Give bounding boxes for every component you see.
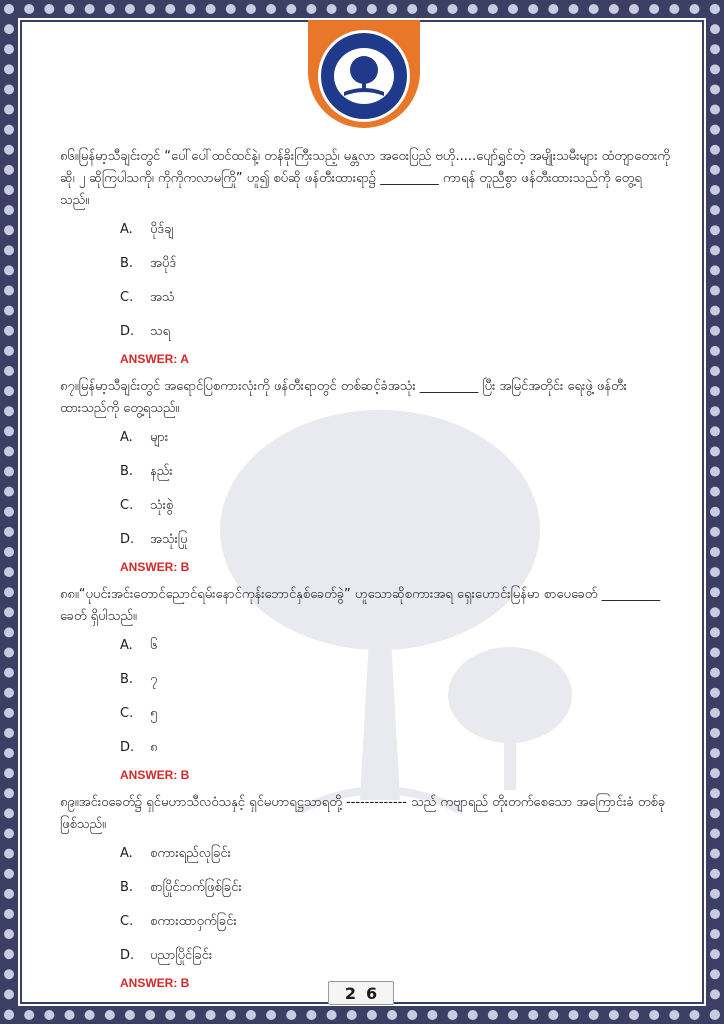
option-letter: B. [120,672,134,687]
option-item [120,636,670,670]
question-text: ၈၉။အင်းဝခေတ်၌ ရှင်မဟာသီလဝံသနှင့် ရှင်မဟာရဋ္ဌသာရတို့ ------------- သည် ကဗျာရည် တိုးတက်စေသော အကြောင်းခံ တစ်ခု ဖြစ်သည်။ [60,795,666,832]
option-list [120,428,670,564]
logo-tree-icon [334,48,394,104]
option-item [120,530,670,564]
option-text: သုံးစွဲ [150,498,174,513]
option-letter: B. [120,880,134,895]
option-item [120,462,670,496]
page-number: 26 [328,981,394,1005]
option-item [120,946,670,980]
option-letter: D. [120,532,135,547]
option-letter: A. [120,430,133,445]
option-letter: B. [120,464,134,479]
option-letter: C. [120,498,134,513]
question-text: ၈၇။မြန်မာ့သီချင်းတွင် အရောင်ပြစကားလုံးကို ဖန်တီးရာတွင် တစ်ဆင့်ခံအသုံး _________ ပြီး အမြင်အတိုင်း ရေးဖွဲ့ ဖန်တီးထားသည်ကို တွေ့ရသည်။ [60,379,627,416]
option-item [120,878,670,912]
option-list [120,220,670,356]
option-text: ၅ [150,706,158,721]
option-list [120,636,670,772]
question-block [60,146,670,366]
question-block [60,792,670,990]
option-text: ပညာပြိုင်ခြင်း [150,948,213,963]
option-item [120,254,670,288]
question-list [60,146,670,1000]
option-letter: D. [120,740,135,755]
option-text: စကားထာဝှက်ခြင်း [150,914,237,929]
option-item [120,322,670,356]
option-item [120,912,670,946]
option-text: သရ [150,324,171,339]
option-text: ၇ [150,672,158,687]
option-text: ၈ [150,740,158,755]
option-item [120,844,670,878]
option-text: ပိုဒ်ချ [150,222,174,237]
option-item [120,496,670,530]
option-item [120,670,670,704]
answer-label: ANSWER: B [120,768,190,782]
question-text: ၈၈။“ပုပင်းအင်းတောင်ညောင်ရမ်းနောင်ကုန်းဘောင်နှစ်ခေတ်ခွဲ” ဟူသောဆိုစကားအရ ရှေးဟောင်းမြန်မာ စာပေခေတ် _________ ခေတ် ရှိပါသည်။ [60,587,661,624]
answer-label: ANSWER: A [120,352,189,366]
option-list [120,844,670,980]
option-letter: D. [120,324,135,339]
option-letter: C. [120,706,134,721]
question-text: ၈၆။မြန်မာ့သီချင်းတွင် “ပေါ်ပေါ်ထင်ထင်နဲ့၊ တန်ခိုးကြီးသည့်၊ မန္တလာ အဝေးပြည် ဗဟို.....ပျော်ရွှင်တဲ့ အမျိုးသမီးများ ထံတျာတေးကိုဆို၊ ၂ ဆိုကြပါသကို၊ ကိုကိုကလာမကြို” ဟူ၍ စပ်ဆို ဖန်တီးထားရာ၌ _________ ကာရန် တူညီစွာ ဖန်တီးထားသည်ကို တွေ့ရသည်။ [60,149,671,208]
question-block [60,584,670,782]
option-text: အပိုဒ် [150,256,177,271]
option-letter: A. [120,222,133,237]
question-block [60,376,670,574]
option-text: အသုံးပြု [150,532,188,547]
option-item [120,704,670,738]
option-letter: B. [120,256,134,271]
option-letter: A. [120,846,133,861]
option-letter: C. [120,914,134,929]
option-item [120,428,670,462]
option-text: စာပြိုင်ဘက်ဖြစ်ခြင်း [150,880,242,895]
option-letter: C. [120,290,134,305]
answer-label: ANSWER: B [120,560,190,574]
option-item [120,220,670,254]
option-text: စကားရည်လုခြင်း [150,846,231,861]
option-letter: D. [120,948,135,963]
option-text: နည်း [150,464,173,479]
option-item [120,288,670,322]
option-text: များ [150,430,169,445]
option-item [120,738,670,772]
option-letter: A. [120,638,133,653]
option-text: အသံ [150,290,175,305]
option-text: ၆ [150,638,158,653]
answer-label: ANSWER: B [120,976,190,990]
